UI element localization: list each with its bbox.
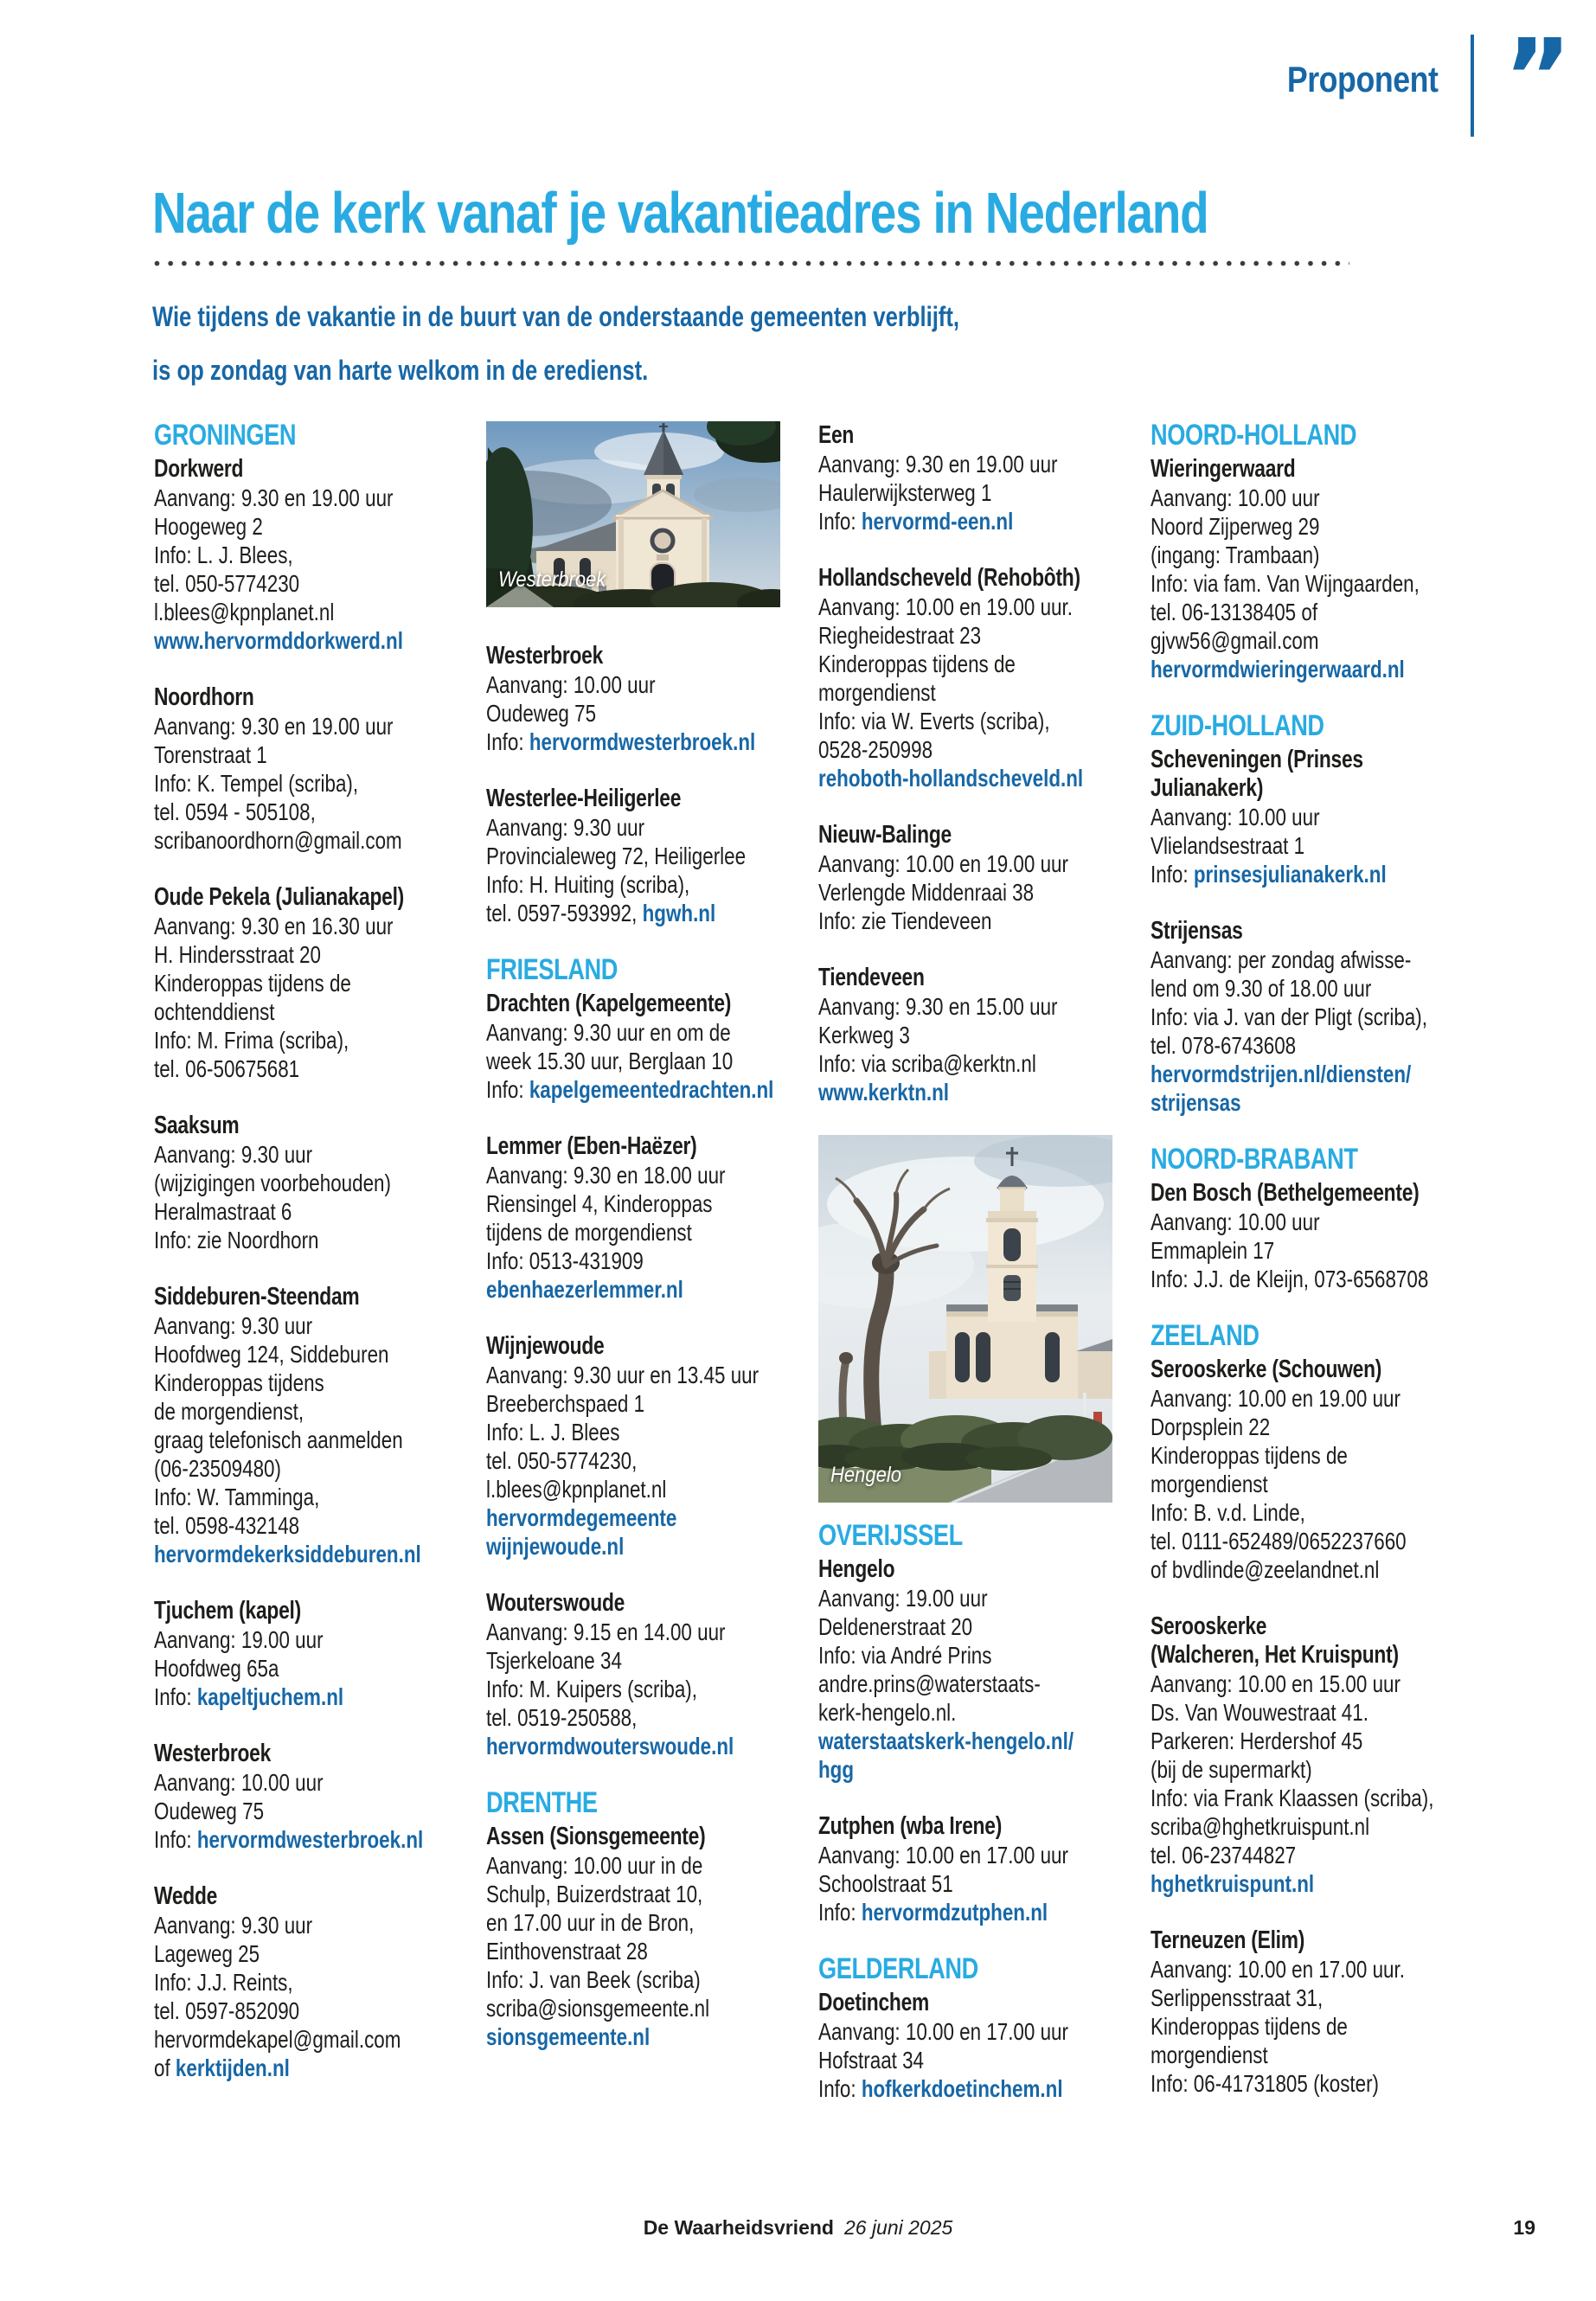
quote-mark-logo: ” xyxy=(1503,18,1572,138)
entry-line: Aanvang: 9.30 uur xyxy=(154,1312,313,1339)
entry-line: morgendienst xyxy=(1151,1471,1268,1497)
entry-line: Info: J.J. de Kleijn, 073-6568708 xyxy=(1151,1266,1429,1292)
entry-line: tel. 050-5774230, xyxy=(486,1447,638,1474)
entry-line: Info: hervormd-een.nl xyxy=(818,508,1014,535)
intro-line-2: is op zondag van harte welkom in de eredienst. xyxy=(152,355,649,386)
entry-title: Assen (Sionsgemeente) xyxy=(486,1823,706,1850)
entry-line: Oudeweg 75 xyxy=(154,1798,265,1824)
entry-line xyxy=(486,2022,721,2051)
entry-line: Aanvang: 19.00 uur xyxy=(818,1585,988,1612)
entry-line: graag telefonisch aanmelden xyxy=(154,1426,403,1453)
link[interactable]: waterstaatskerk-hengelo.nl/ xyxy=(818,1727,1074,1754)
church-entry xyxy=(818,1989,1112,2103)
entry-line: de morgendienst, xyxy=(154,1398,304,1425)
church-entry xyxy=(1151,1612,1445,1898)
church-entry xyxy=(818,1555,1112,1784)
entry-line: Hofstraat 34 xyxy=(818,2047,925,2073)
entry-line: Parkeren: Herdershof 45 xyxy=(1151,1727,1363,1754)
entry-line: tel. 0597-852090 xyxy=(154,1997,300,2024)
link[interactable]: kapeltjuchem.nl xyxy=(196,1683,344,1710)
entry-line: Info: zie Tiendeveen xyxy=(818,907,992,934)
church-entry xyxy=(486,1132,780,1304)
link[interactable]: hervormd-een.nl xyxy=(861,508,1014,535)
entry-line: Aanvang: 9.30 uur en om de xyxy=(486,1019,731,1046)
entry-line: Aanvang: 10.00 uur xyxy=(1151,484,1320,511)
entry-line: Aanvang: 10.00 en 17.00 uur xyxy=(818,1842,1068,1868)
entry-line: Provincialeweg 72, Heiligerlee xyxy=(486,843,747,869)
church-entry xyxy=(818,564,1112,792)
entry-line xyxy=(1151,1060,1412,1088)
entry-line: Info: L. J. Blees, xyxy=(154,542,293,568)
link[interactable]: hervormdekerksiddeburen.nl xyxy=(154,1541,421,1567)
entry-title: Hengelo xyxy=(818,1555,895,1583)
entry-line: tel. 0594 - 505108, xyxy=(154,798,316,825)
entry-line: of kerktijden.nl xyxy=(154,2054,290,2081)
entry-line: Kinderoppas tijdens xyxy=(154,1369,324,1396)
province-heading: ZUID-HOLLAND xyxy=(1151,709,1324,742)
entry-line: Vlielandsestraat 1 xyxy=(1151,832,1305,859)
entry-line: Aanvang: 10.00 uur xyxy=(1151,804,1320,830)
entry-line: Aanvang: 10.00 en 17.00 uur xyxy=(818,2018,1068,2045)
entry-title: Den Bosch (Bethelgemeente) xyxy=(1151,1179,1420,1207)
entry-line: Haulerwijksterweg 1 xyxy=(818,479,992,506)
church-entry xyxy=(154,883,448,1083)
dotted-rule xyxy=(154,260,1349,267)
listing-columns xyxy=(154,421,1521,2103)
church-entry xyxy=(486,642,780,756)
entry-line: Kerkweg 3 xyxy=(818,1022,910,1048)
entry-line: Aanvang: 9.30 uur xyxy=(154,1912,313,1939)
column-4 xyxy=(1151,421,1445,2098)
entry-line xyxy=(818,1727,1074,1755)
entry-line: Hoofdweg 65a xyxy=(154,1655,279,1682)
entry-line: Aanvang: per zondag afwisse- xyxy=(1151,946,1412,973)
entry-line: Aanvang: 9.30 en 18.00 uur xyxy=(486,1162,726,1189)
entry-line: Lageweg 25 xyxy=(154,1940,260,1967)
link[interactable]: rehoboth-hollandscheveld.nl xyxy=(818,765,1084,792)
entry-line: Torenstraat 1 xyxy=(154,741,267,768)
entry-line xyxy=(486,1732,734,1760)
footer-imprint xyxy=(0,2216,1596,2240)
entry-line: tel. 06-23744827 xyxy=(1151,1842,1297,1868)
entry-line: week 15.30 uur, Berglaan 10 xyxy=(486,1048,734,1074)
entry-line: Info: via W. Everts (scriba), xyxy=(818,708,1050,734)
link[interactable]: hervormdwesterbroek.nl xyxy=(529,728,756,755)
entry-line: 0528-250998 xyxy=(818,736,933,763)
entry-line: Info: 0513-431909 xyxy=(486,1247,644,1274)
entry-title: Julianakerk) xyxy=(1151,774,1264,802)
entry-line: tel. 0597-593992, hgwh.nl xyxy=(486,900,716,926)
link[interactable]: www.hervormddorkwerd.nl xyxy=(154,627,403,654)
link[interactable]: kapelgemeentedrachten.nl xyxy=(529,1076,774,1103)
entry-line: H. Hindersstraat 20 xyxy=(154,941,321,968)
church-entry xyxy=(1151,917,1445,1117)
link[interactable]: hervormdwieringerwaard.nl xyxy=(1151,656,1405,683)
entry-line: hervormdekapel@gmail.com xyxy=(154,2026,401,2053)
church-entry xyxy=(486,990,780,1104)
entry-line: scriba@hghetkruispunt.nl xyxy=(1151,1813,1370,1840)
entry-line xyxy=(1151,1869,1386,1898)
entry-line: l.blees@kpnplanet.nl xyxy=(486,1476,667,1503)
entry-line: Aanvang: 10.00 uur xyxy=(1151,1208,1320,1235)
entry-line: Info: J.J. Reints, xyxy=(154,1969,293,1996)
church-entry xyxy=(154,1740,448,1854)
photo-caption: Westerbroek xyxy=(498,567,606,592)
entry-line: Serlippensstraat 31, xyxy=(1151,1984,1324,2011)
entry-title: Scheveningen (Prinses xyxy=(1151,746,1363,773)
entry-line: Noord Zijperweg 29 xyxy=(1151,513,1320,540)
entry-line: Emmaplein 17 xyxy=(1151,1237,1275,1264)
entry-title: Strijensas xyxy=(1151,917,1243,945)
province-heading: OVERIJSSEL xyxy=(818,1519,963,1552)
entry-line: Aanvang: 10.00 uur xyxy=(486,671,656,698)
entry-line: Info: K. Tempel (scriba), xyxy=(154,770,359,797)
link[interactable]: sionsgemeente.nl xyxy=(486,2023,651,2050)
masthead-divider xyxy=(1471,35,1474,137)
entry-line: tel. 06-50675681 xyxy=(154,1055,300,1082)
entry-line xyxy=(486,1503,721,1532)
entry-line: Deldenerstraat 20 xyxy=(818,1613,973,1640)
province-heading: DRENTHE xyxy=(486,1786,598,1819)
entry-line xyxy=(818,764,1084,792)
entry-line: Aanvang: 9.30 en 19.00 uur xyxy=(154,484,394,511)
entry-line: kerk-hengelo.nl. xyxy=(818,1699,957,1726)
entry-title: Wedde xyxy=(154,1882,218,1910)
entry-line xyxy=(818,1078,1054,1106)
entry-title: Westerbroek xyxy=(154,1740,272,1767)
entry-title: Wieringerwaard xyxy=(1151,455,1296,483)
entry-title: Saaksum xyxy=(154,1112,240,1139)
entry-line: Info: via fam. Van Wijngaarden, xyxy=(1151,570,1420,597)
link[interactable]: hervormdwouterswoude.nl xyxy=(486,1733,734,1759)
church-entry xyxy=(818,964,1112,1106)
entry-line: scribanoordhorn@gmail.com xyxy=(154,827,402,854)
entry-line: Info: zie Noordhorn xyxy=(154,1227,319,1253)
entry-line xyxy=(1151,655,1405,683)
church-entry xyxy=(1151,1926,1445,2098)
church-entry xyxy=(1151,746,1445,888)
entry-line: (bij de supermarkt) xyxy=(1151,1756,1312,1783)
entry-title: Zutphen (wba Irene) xyxy=(818,1812,1003,1840)
entry-line: Info: M. Kuipers (scriba), xyxy=(486,1676,697,1702)
entry-line: Aanvang: 9.30 uur en 13.45 uur xyxy=(486,1362,760,1388)
link[interactable]: hofkerkdoetinchem.nl xyxy=(861,2075,1063,2102)
entry-title: Tjuchem (kapel) xyxy=(154,1597,301,1625)
entry-line: Aanvang: 9.30 uur xyxy=(154,1141,313,1168)
entry-line: Info: hervormdwesterbroek.nl xyxy=(486,728,756,755)
entry-line: (06-23509480) xyxy=(154,1455,281,1482)
entry-line: Aanvang: 10.00 en 17.00 uur. xyxy=(1151,1956,1405,1983)
entry-line: Tsjerkeloane 34 xyxy=(486,1647,622,1674)
entry-line xyxy=(486,1275,721,1304)
entry-title: Dorkwerd xyxy=(154,455,244,483)
entry-line xyxy=(154,626,403,655)
entry-line: Info: via J. van der Pligt (scriba), xyxy=(1151,1003,1427,1030)
entry-line: Kinderoppas tijdens de xyxy=(1151,2013,1348,2040)
entry-line: Aanvang: 10.00 en 19.00 uur xyxy=(818,850,1068,877)
entry-title: Hollandscheveld (Rehobôth) xyxy=(818,564,1080,592)
entry-line: Schulp, Buizerdstraat 10, xyxy=(486,1881,703,1907)
entry-line: Info: via André Prins xyxy=(818,1642,992,1669)
entry-title: Westerbroek xyxy=(486,642,604,670)
hengelo-photo xyxy=(818,1135,1112,1503)
entry-line: (ingang: Trambaan) xyxy=(1151,542,1320,568)
entry-line: l.blees@kpnplanet.nl xyxy=(154,599,335,625)
church-entry xyxy=(486,1589,780,1760)
entry-line: Aanvang: 19.00 uur xyxy=(154,1626,324,1653)
link[interactable]: wijnjewoude.nl xyxy=(486,1533,625,1560)
church-entry xyxy=(818,1812,1112,1926)
entry-line: Info: L. J. Blees xyxy=(486,1419,620,1445)
entry-line: Aanvang: 9.30 uur xyxy=(486,814,645,841)
entry-line: Aanvang: 9.15 en 14.00 uur xyxy=(486,1618,726,1645)
link[interactable]: hervormdegemeente xyxy=(486,1504,677,1531)
church-entry xyxy=(1151,1179,1445,1293)
entry-line: Info: W. Tamminga, xyxy=(154,1484,320,1510)
entry-line: Aanvang: 9.30 en 16.30 uur xyxy=(154,913,394,939)
entry-line: Aanvang: 9.30 en 15.00 uur xyxy=(818,993,1058,1020)
entry-line: Hoogeweg 2 xyxy=(154,513,263,540)
entry-line: Aanvang: 10.00 en 19.00 uur. xyxy=(818,593,1073,620)
entry-title: Serooskerke xyxy=(1151,1612,1267,1640)
link[interactable]: hghetkruispunt.nl xyxy=(1151,1870,1315,1897)
entry-line: Info: hervormdzutphen.nl xyxy=(818,1899,1048,1926)
entry-title: Wouterswoude xyxy=(486,1589,625,1617)
link[interactable]: hgwh.nl xyxy=(642,900,716,926)
entry-line: Info: 06-41731805 (koster) xyxy=(1151,2070,1379,2097)
church-entry xyxy=(154,1283,448,1568)
entry-title: (Walcheren, Het Kruispunt) xyxy=(1151,1641,1399,1669)
church-entry xyxy=(486,785,780,927)
entry-line: Info: M. Frima (scriba), xyxy=(154,1027,349,1054)
link[interactable]: ebenhaezerlemmer.nl xyxy=(486,1276,683,1303)
footer-brand: De Waarheidsvriend xyxy=(643,2216,834,2239)
entry-line: en 17.00 uur in de Bron, xyxy=(486,1909,695,1936)
link[interactable]: hgg xyxy=(818,1756,855,1783)
entry-line: gjvw56@gmail.com xyxy=(1151,627,1319,654)
entry-title: Wijnjewoude xyxy=(486,1332,605,1360)
entry-line: Info: via scriba@kerktn.nl xyxy=(818,1050,1036,1077)
entry-line: Aanvang: 9.30 en 19.00 uur xyxy=(818,451,1058,478)
link[interactable]: kerktijden.nl xyxy=(175,2054,290,2081)
province-heading: NOORD-HOLLAND xyxy=(1151,419,1357,452)
entry-line: morgendienst xyxy=(1151,2041,1268,2068)
entry-line: Info: via Frank Klaassen (scriba), xyxy=(1151,1785,1434,1811)
entry-line: Info: B. v.d. Linde, xyxy=(1151,1499,1305,1526)
entry-line: tel. 0598-432148 xyxy=(154,1512,300,1539)
entry-line: scriba@sionsgemeente.nl xyxy=(486,1995,710,2022)
church-entry xyxy=(154,1882,448,2082)
hengelo-church-illustration xyxy=(818,1135,1112,1503)
column-2 xyxy=(486,421,780,2051)
entry-line: Info: kapelgemeentedrachten.nl xyxy=(486,1076,774,1103)
entry-title: Drachten (Kapelgemeente) xyxy=(486,990,732,1017)
column-1 xyxy=(154,421,448,2082)
entry-line: tel. 06-13138405 of xyxy=(1151,599,1318,625)
column-3 xyxy=(818,421,1112,2103)
entry-line: Schoolstraat 51 xyxy=(818,1870,953,1897)
link[interactable]: strijensas xyxy=(1151,1089,1241,1116)
entry-line: Ds. Van Wouwestraat 41. xyxy=(1151,1699,1368,1726)
church-entry xyxy=(154,1112,448,1254)
church-entry xyxy=(818,821,1112,935)
entry-line: (wijzigingen voorbehouden) xyxy=(154,1170,391,1196)
entry-line: tel. 0111-652489/0652237660 xyxy=(1151,1528,1407,1554)
entry-line: tel. 078-6743608 xyxy=(1151,1032,1297,1059)
entry-title: Tiendeveen xyxy=(818,964,925,991)
entry-title: Westerlee-Heiligerlee xyxy=(486,785,682,812)
province-heading: NOORD-BRABANT xyxy=(1151,1143,1358,1176)
entry-line: tel. 050-5774230 xyxy=(154,570,300,597)
masthead xyxy=(1260,18,1572,138)
entry-line: Info: hervormdwesterbroek.nl xyxy=(154,1826,424,1853)
entry-line xyxy=(1151,1088,1386,1117)
entry-line: Einthovenstraat 28 xyxy=(486,1938,648,1965)
entry-line: Info: H. Huiting (scriba), xyxy=(486,871,690,898)
westerbroek-photo xyxy=(486,421,780,607)
entry-title: Terneuzen (Elim) xyxy=(1151,1926,1305,1954)
intro-line-1: Wie tijdens de vakantie in de buurt van de onderstaande gemeenten verblijft, xyxy=(152,301,959,332)
entry-line: Info: prinsesjulianakerk.nl xyxy=(1151,861,1387,888)
entry-line: Aanvang: 9.30 en 19.00 uur xyxy=(154,713,394,740)
church-entry xyxy=(818,421,1112,535)
church-entry xyxy=(154,1597,448,1711)
church-entry xyxy=(1151,455,1445,683)
entry-line: tel. 0519-250588, xyxy=(486,1704,638,1731)
entry-title: Serooskerke (Schouwen) xyxy=(1151,1356,1382,1383)
church-entry xyxy=(154,455,448,655)
church-entry xyxy=(1151,1356,1445,1584)
link[interactable]: hervormdzutphen.nl xyxy=(861,1899,1048,1926)
entry-title: Doetinchem xyxy=(818,1989,930,2016)
province-heading: GRONINGEN xyxy=(154,419,297,452)
province-heading: GELDERLAND xyxy=(818,1952,978,1985)
entry-line: tijdens de morgendienst xyxy=(486,1219,692,1246)
entry-line: lend om 9.30 of 18.00 uur xyxy=(1151,975,1372,1002)
entry-line: Heralmastraat 6 xyxy=(154,1198,292,1225)
entry-line: Riegheidestraat 23 xyxy=(818,622,982,649)
section-label: Proponent xyxy=(1286,59,1439,99)
entry-line: ochtenddienst xyxy=(154,998,275,1025)
photo-caption: Hengelo xyxy=(830,1463,901,1487)
province-heading: ZEELAND xyxy=(1151,1319,1259,1352)
entry-title: Nieuw-Balinge xyxy=(818,821,952,849)
entry-line: Aanvang: 10.00 en 15.00 uur xyxy=(1151,1670,1401,1697)
entry-line: Aanvang: 10.00 uur xyxy=(154,1769,324,1796)
link[interactable]: hervormdstrijen.nl/diensten/ xyxy=(1151,1061,1412,1087)
church-entry xyxy=(486,1332,780,1561)
entry-title: Noordhorn xyxy=(154,683,254,711)
entry-line: Kinderoppas tijdens de xyxy=(1151,1442,1348,1469)
entry-title: Lemmer (Eben-Haëzer) xyxy=(486,1132,697,1160)
entry-line: of bvdlinde@zeelandnet.nl xyxy=(1151,1556,1380,1583)
church-entry xyxy=(486,1823,780,2051)
entry-line xyxy=(154,1540,421,1568)
entry-line: Aanvang: 10.00 uur in de xyxy=(486,1852,703,1879)
entry-line: andre.prins@waterstaats- xyxy=(818,1670,1041,1697)
entry-line: Hoofdweg 124, Siddeburen xyxy=(154,1341,389,1368)
entry-line: Oudeweg 75 xyxy=(486,700,597,727)
church-entry xyxy=(154,683,448,855)
entry-title: Siddeburen-Steendam xyxy=(154,1283,360,1311)
entry-line: Kinderoppas tijdens de xyxy=(818,651,1016,677)
entry-line: Aanvang: 10.00 en 19.00 uur xyxy=(1151,1385,1401,1412)
footer xyxy=(0,2216,1596,2247)
entry-line: Dorpsplein 22 xyxy=(1151,1413,1271,1440)
link[interactable]: prinsesjulianakerk.nl xyxy=(1193,861,1387,888)
entry-line: Breeberchspaed 1 xyxy=(486,1390,645,1417)
link[interactable]: www.kerktn.nl xyxy=(818,1079,950,1106)
footer-date: 26 juni 2025 xyxy=(843,2216,953,2239)
province-heading: FRIESLAND xyxy=(486,953,619,986)
page-number: 19 xyxy=(1513,2216,1535,2239)
entry-line: Riensingel 4, Kinderoppas xyxy=(486,1190,713,1217)
entry-line: Info: kapeltjuchem.nl xyxy=(154,1683,344,1710)
entry-title: Een xyxy=(818,421,855,449)
entry-line: Kinderoppas tijdens de xyxy=(154,970,351,997)
link[interactable]: hervormdwesterbroek.nl xyxy=(196,1826,424,1853)
entry-line: Info: hofkerkdoetinchem.nl xyxy=(818,2075,1063,2102)
entry-title: Oude Pekela (Julianakapel) xyxy=(154,883,405,911)
entry-line xyxy=(486,1532,721,1561)
entry-line: Verlengde Middenraai 38 xyxy=(818,879,1035,906)
entry-line: Info: J. van Beek (scriba) xyxy=(486,1966,701,1993)
entry-line xyxy=(818,1755,1054,1784)
entry-line: morgendienst xyxy=(818,679,936,706)
page-title: Naar de kerk vanaf je vakantieadres in Nederland xyxy=(152,181,1208,246)
